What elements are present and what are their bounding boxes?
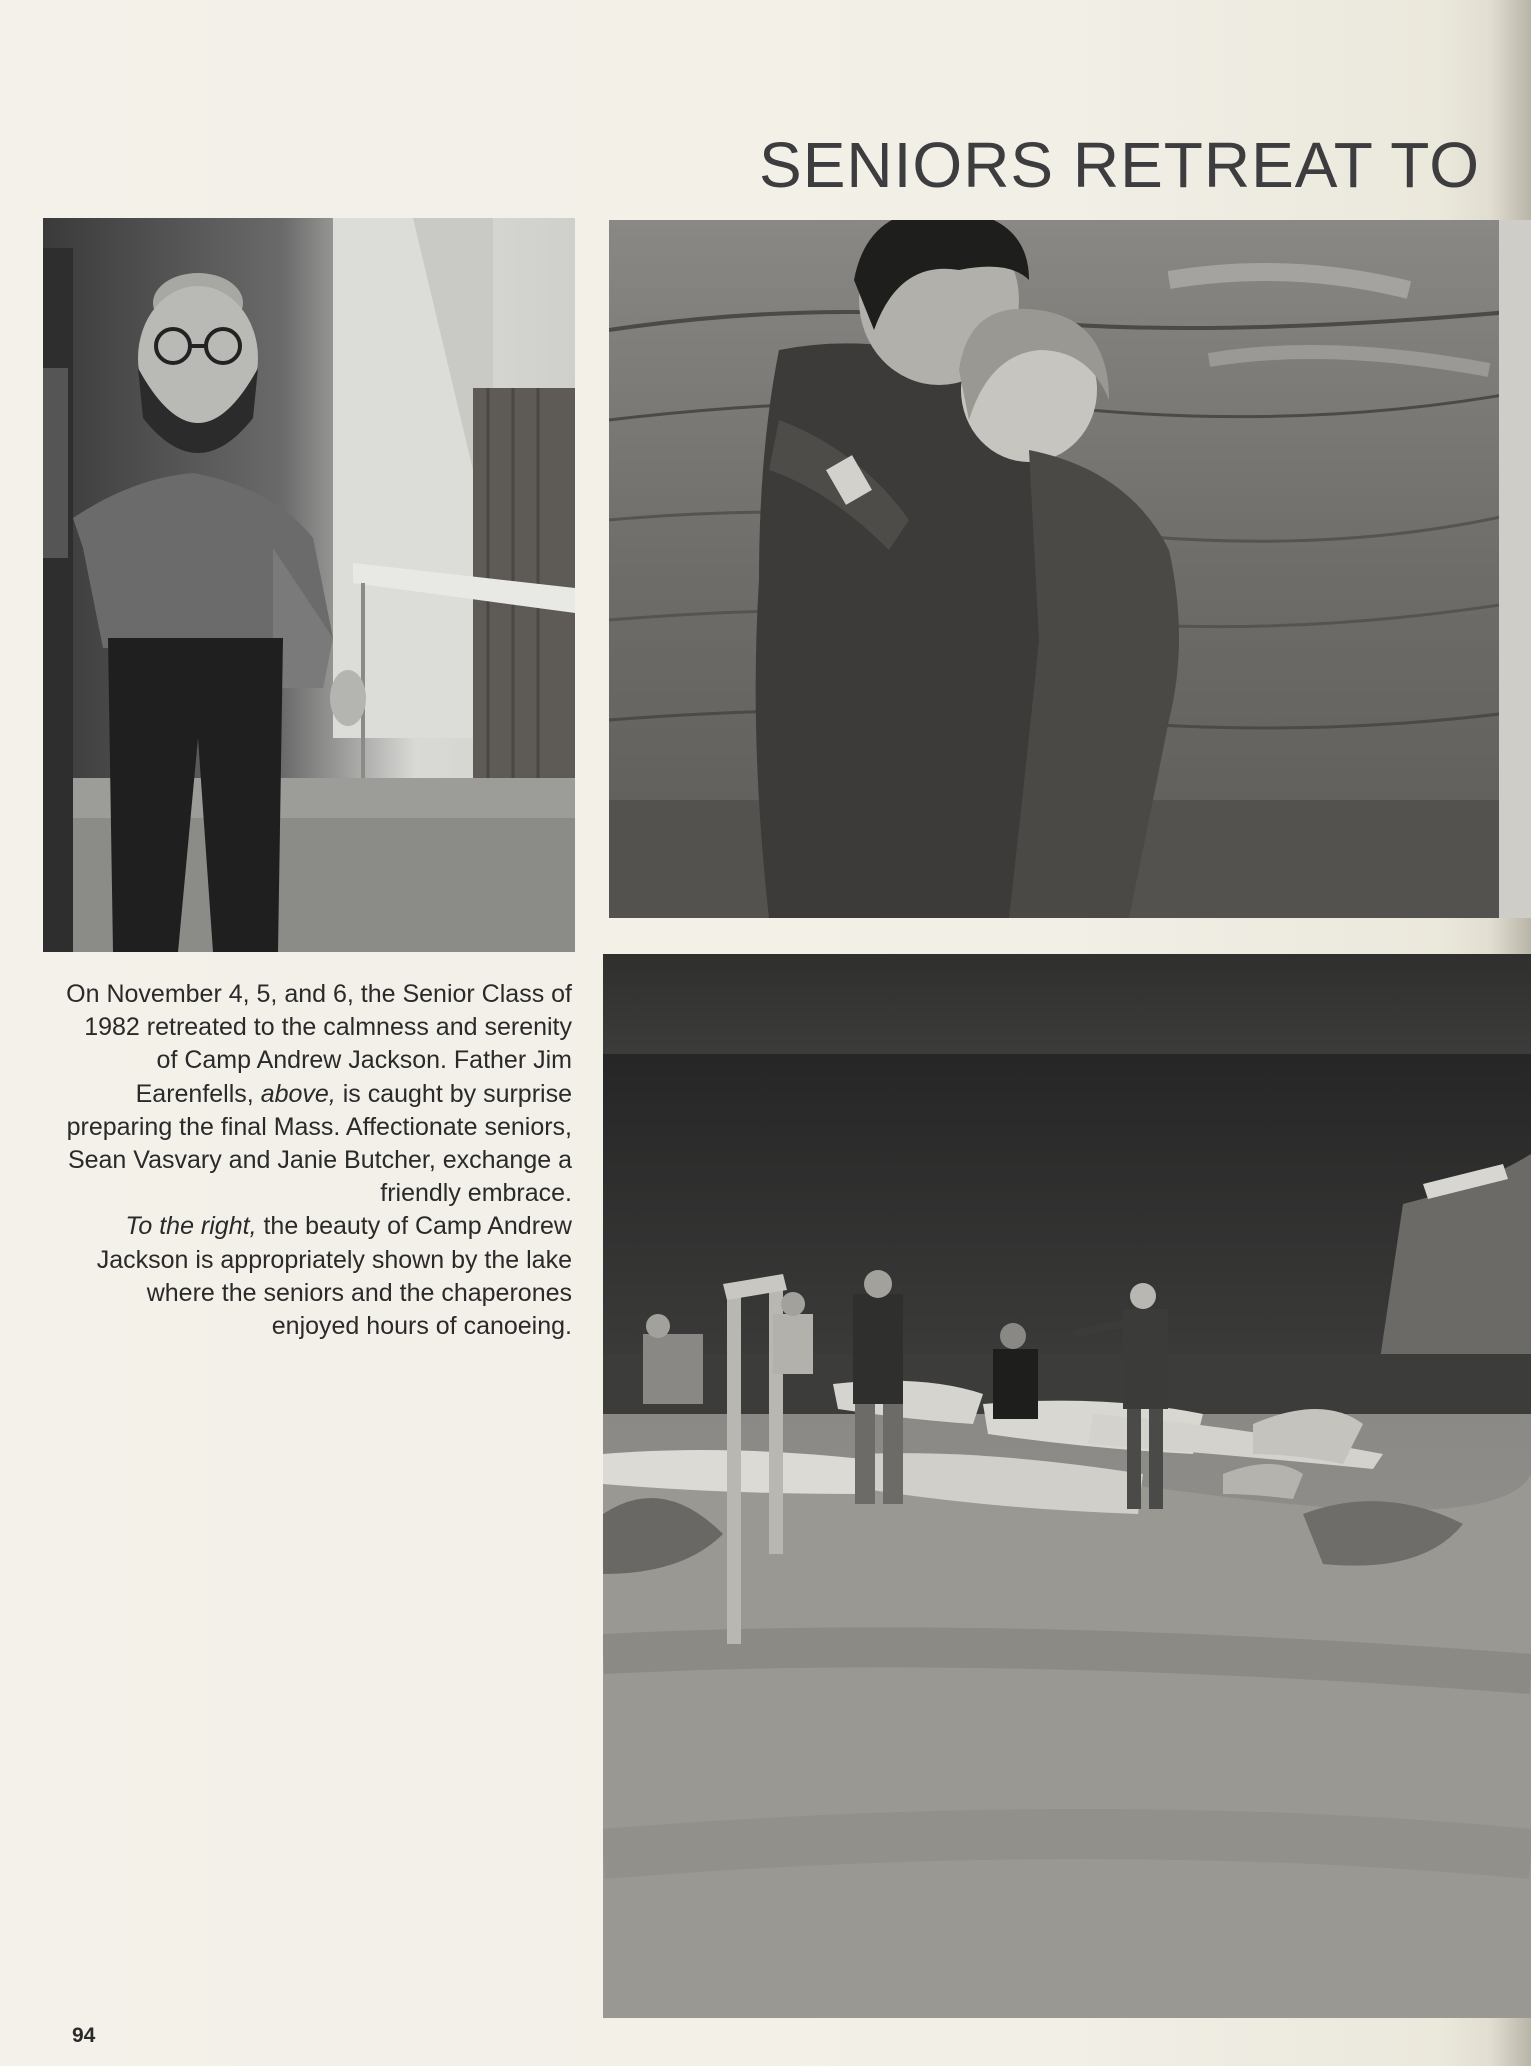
photo-priest bbox=[43, 218, 575, 952]
caption-p1-before: On November 4, 5, and 6, the Senior Class of 1982 retreated to the calmness and serenity of Camp Andrew Jackson. Father Jim Earenfells, bbox=[66, 980, 572, 1108]
caption-p1-after: is caught by surprise preparing the final Mass. Affectionate seniors, Sean Vasvary and Janie Butcher, exchange a friendly embrace. bbox=[66, 1079, 572, 1208]
photo-embrace bbox=[609, 220, 1531, 918]
photo-lake-image bbox=[603, 954, 1531, 2018]
page-number: 94 bbox=[72, 2024, 96, 2047]
caption-p1-em: above, bbox=[260, 1079, 336, 1108]
photo-caption bbox=[60, 978, 572, 1343]
caption-p2-after: the beauty of Camp Andrew Jackson is appropriately shown by the lake where the seniors and the chaperones enjoyed hours of canoeing. bbox=[96, 1212, 572, 1341]
photo-lake-canoes bbox=[603, 954, 1531, 2018]
photo-embrace-image bbox=[609, 220, 1531, 918]
photo-priest-image bbox=[43, 218, 575, 952]
caption-p2-em: To the right, bbox=[125, 1212, 257, 1241]
page-headline: SENIORS RETREAT TO bbox=[759, 129, 1480, 201]
